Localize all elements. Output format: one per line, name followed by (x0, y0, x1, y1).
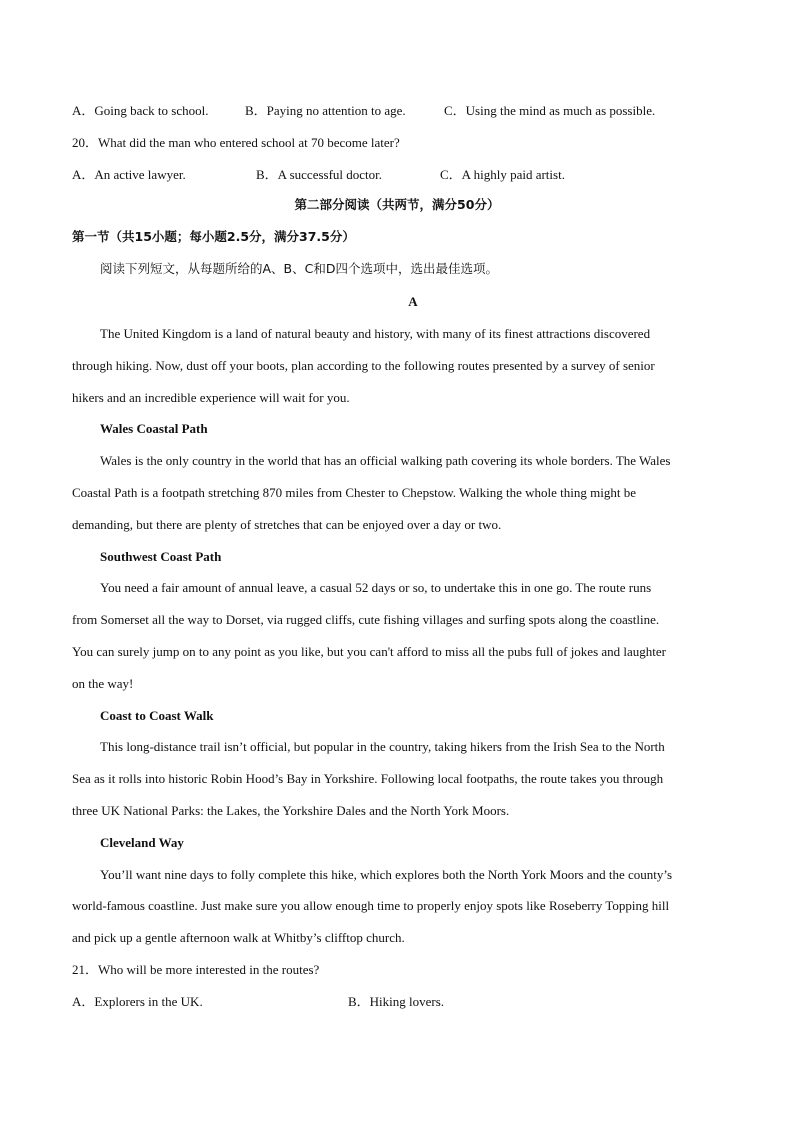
q21-option-a: A．Explorers in the UK. (72, 994, 203, 1009)
q20-option-a: A．An active lawyer. (72, 167, 186, 182)
instruction: 阅读下列短文，从每题所给的A、B、C和D四个选项中，选出最佳选项。 (100, 261, 498, 276)
q20-option-c: C．A highly paid artist. (440, 167, 565, 182)
route-text-line: You’ll want nine days to folly complete this hike, which explores both the North York Moors and the county’s (100, 867, 673, 882)
q20-option-b: B．A successful doctor. (256, 167, 383, 182)
route-text-line: Sea as it rolls into historic Robin Hood’s Bay in Yorkshire. Following local footpaths, the route takes you through (72, 771, 664, 786)
route-heading-southwest: Southwest Coast Path (100, 549, 222, 564)
route-text-line: from Somerset all the way to Dorset, via rugged cliffs, cute fishing villages and surfing spots along the coastline. (72, 612, 660, 627)
route-text-line: Coastal Path is a footpath stretching 870 miles from Chester to Chepstow. Walking the whole thing might be (72, 485, 637, 500)
intro-line-2: through hiking. Now, dust off your boots, plan according to the following routes presented by a survey of senior (72, 358, 655, 373)
q19-option-a: A．Going back to school. (72, 103, 209, 118)
route-heading-wales: Wales Coastal Path (100, 421, 208, 436)
route-text-line: on the way! (72, 676, 134, 691)
q21-question: 21．Who will be more interested in the routes? (72, 962, 320, 977)
route-heading-cleveland: Cleveland Way (100, 835, 184, 850)
q19-option-c: C．Using the mind as much as possible. (444, 103, 656, 118)
q20-question: 20．What did the man who entered school at 70 become later? (72, 135, 400, 150)
intro-line-1: The United Kingdom is a land of natural beauty and history, with many of its finest attractions discovered (100, 326, 651, 341)
route-text-line: Wales is the only country in the world that has an official walking path covering its whole borders. The Wales (100, 453, 671, 468)
route-text-line: three UK National Parks: the Lakes, the Yorkshire Dales and the North York Moors. (72, 803, 510, 818)
passage-label: A (408, 294, 418, 309)
route-text-line: demanding, but there are plenty of stretches that can be enjoyed over a day or two. (72, 517, 502, 532)
intro-line-3: hikers and an incredible experience will wait for you. (72, 390, 350, 405)
route-text-line: This long-distance trail isn’t official, but popular in the country, taking hikers from the Irish Sea to the North (100, 739, 665, 754)
part2-title: 第二部分阅读（共两节，满分50分） (294, 197, 500, 212)
route-heading-coast-to-coast: Coast to Coast Walk (100, 708, 214, 723)
route-text-line: You can surely jump on to any point as you like, but you can't afford to miss all the pubs full of jokes and laughter (72, 644, 667, 659)
q21-option-b: B．Hiking lovers. (348, 994, 445, 1009)
section1-title: 第一节（共15小题；每小题2.5分，满分37.5分） (72, 229, 355, 244)
route-text-line: and pick up a gentle afternoon walk at Whitby’s clifftop church. (72, 930, 405, 945)
route-text-line: world-famous coastline. Just make sure you allow enough time to properly enjoy spots like Roseberry Topping hill (72, 898, 670, 913)
route-text-line: You need a fair amount of annual leave, a casual 52 days or so, to undertake this in one go. The route runs (100, 580, 652, 595)
q19-option-b: B．Paying no attention to age. (245, 103, 406, 118)
